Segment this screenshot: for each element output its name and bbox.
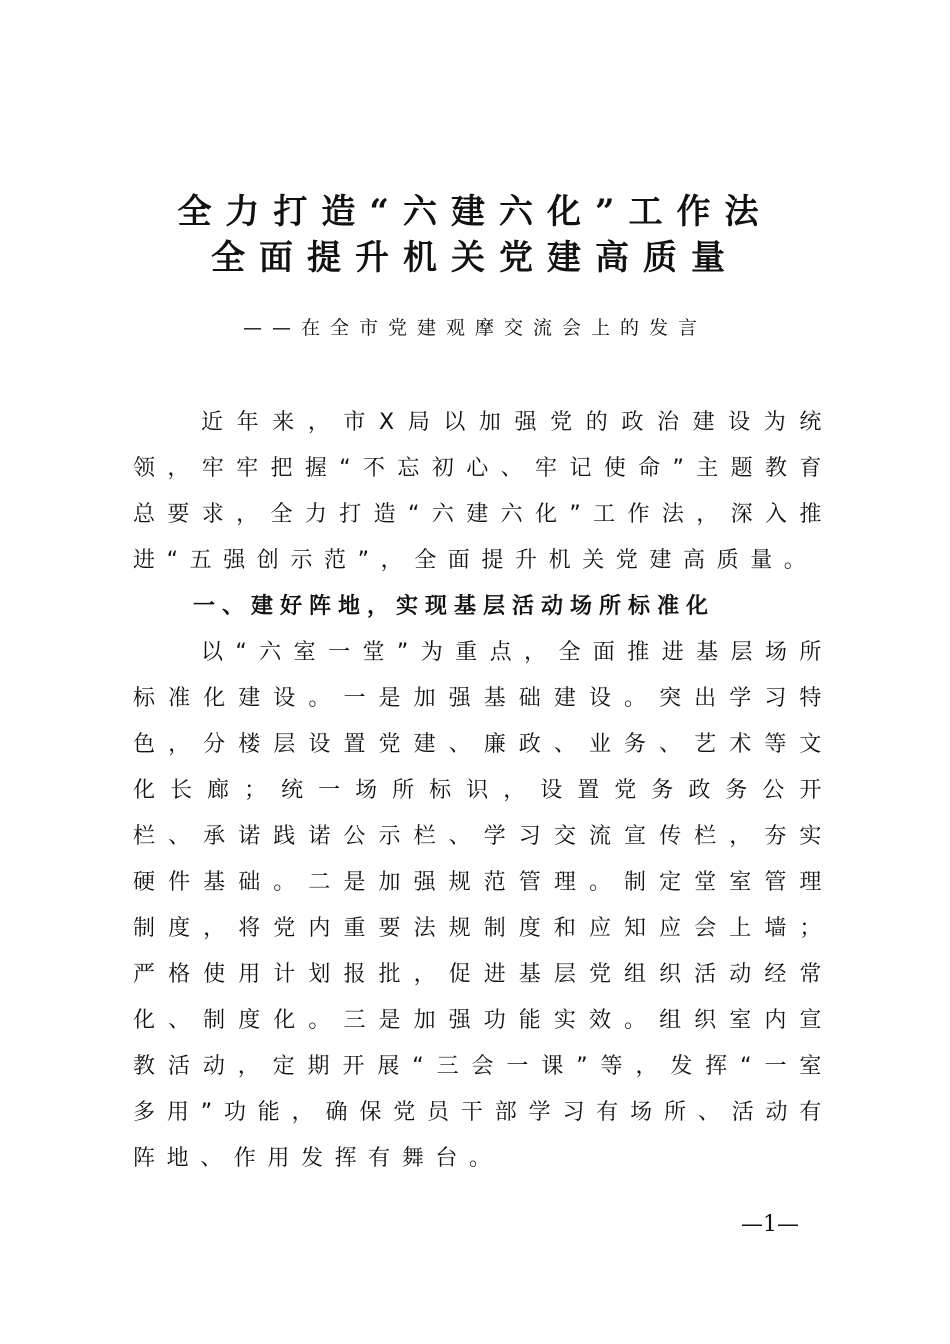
intro-paragraph: 近年来，市X局以加强党的政治建设为统领，牢牢把握“不忘初心、牢记使命”主题教育总要求，全力打造“六建六化”工作法，深入推进“五强创示范”，全面提升机关党建高质量。 — [133, 410, 833, 573]
document-title-line-1: 全力打造“六建六化”工作法 — [177, 192, 773, 232]
document-subtitle: ——在全市党建观摩交流会上的发言 — [242, 317, 707, 339]
document-title-line-2: 全面提升机关党建高质量 — [211, 238, 739, 278]
section-1-paragraph: 以“六室一堂”为重点，全面推进基层场所标准化建设。一是加强基础建设。突出学习特色，分楼层设置党建、廉政、业务、艺术等文化长廊；统一场所标识，设置党务政务公开栏、承诺践诺公示栏、学习交流宣传栏，夯实硬件基础。二是加强规范管理。制定堂室管理制度，将党内重要法规制度和应知应会上墙；严格使用计划报批，促进基层党组织活动经常化、制度化。三是加强功能实效。组织室内宣教活动，定期开展“三会一课”等，发挥“一室多用”功能，确保党员干部学习有场所、活动有阵地、作用发挥有舞台。 — [133, 640, 833, 1171]
section-1-heading: 一、建好阵地，实现基层活动场所标准化 — [193, 594, 716, 619]
page-number: —1— — [741, 1212, 799, 1237]
